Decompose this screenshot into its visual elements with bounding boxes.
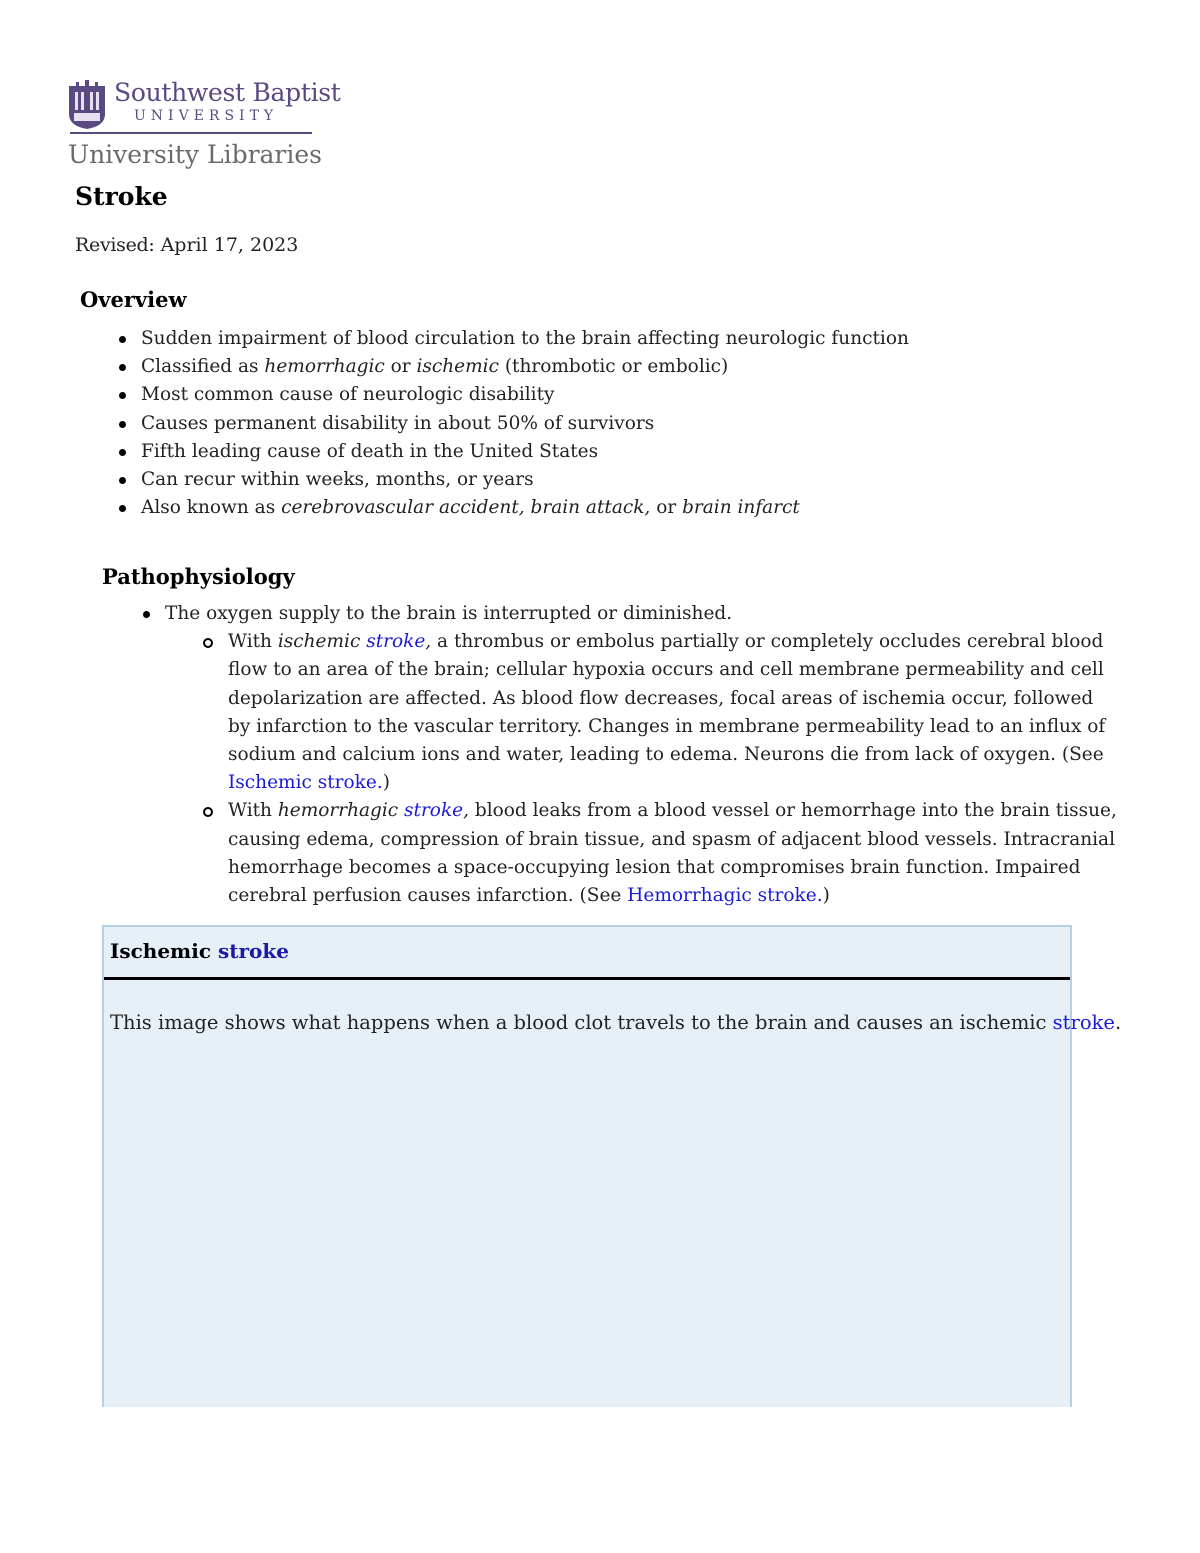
pathophysiology-sublist <box>228 628 1118 910</box>
pathophysiology-heading: Pathophysiology <box>102 564 295 589</box>
list-item: Classified as hemorrhagic or ischemic (thrombotic or embolic) <box>141 353 1141 381</box>
logo-libraries: University Libraries <box>68 140 323 169</box>
overview-heading: Overview <box>80 287 187 312</box>
logo-divider <box>70 132 312 134</box>
list-item: With ischemic stroke, a thrombus or embolus partially or completely occludes cerebral blood flow to an area of the brain; cellular hypoxia occurs and cell membrane permeability and cell depolarization are affected. As blood flow decreases, focal areas of ischemia occur, followed by infarction to the vascular territory. Changes in membrane permeability lead to an influx of sodium and calcium ions and water, leading to edema. Neurons die from lack of oxygen. (See Ischemic stroke.) <box>228 628 1118 797</box>
logo-name: Southwest Baptist <box>114 78 341 107</box>
stroke-link[interactable]: stroke <box>366 631 426 653</box>
ischemic-stroke-link[interactable]: Ischemic stroke. <box>228 772 383 794</box>
revised-label: Revised: <box>75 234 155 256</box>
list-item: Can recur within weeks, months, or years <box>141 466 1141 494</box>
hemorrhagic-stroke-link[interactable]: Hemorrhagic stroke. <box>627 885 823 907</box>
pathophysiology-list <box>165 600 1125 910</box>
figure-title: Ischemic stroke <box>110 939 289 963</box>
figure-header <box>104 927 1070 980</box>
stroke-link[interactable]: stroke <box>1052 1011 1115 1034</box>
stroke-link[interactable]: stroke <box>217 939 289 963</box>
revised-value: April 17, 2023 <box>160 234 299 256</box>
list-item: Also known as cerebrovascular accident, brain attack, or brain infarct <box>141 494 1141 522</box>
stroke-link[interactable]: stroke <box>404 800 464 822</box>
figure-caption: This image shows what happens when a blood clot travels to the brain and causes an ischemic stroke. <box>110 1011 1122 1034</box>
logo-university: UNIVERSITY <box>134 108 279 124</box>
overview-list <box>141 325 1141 522</box>
list-item: The oxygen supply to the brain is interrupted or diminished. With ischemic stroke, a thrombus or embolus partially or completely occludes cerebral blood flow to an area of the brain; cellular hypoxia occurs and cell membrane permeability and cell depolarization are affected. As blood flow decreases, focal areas of ischemia occur, followed by infarction to the vascular territory. Changes in membrane permeability lead to an influx of sodium and calcium ions and water, leading to edema. Neurons die from lack of oxygen. (See Ischemic stroke.) With hemorrhagic stroke, blood leaks from a blood vessel or hemorrhage into the brain tissue, causing edema, compression of brain tissue, and spasm of adjacent blood vessels. Intracranial hemorrhage becomes a space-occupying lesion that compromises brain function. Impaired cerebral perfusion causes infarction. (See Hemorrhagic stroke.) <box>165 600 1125 910</box>
list-item: With hemorrhagic stroke, blood leaks from a blood vessel or hemorrhage into the brain tissue, causing edema, compression of brain tissue, and spasm of adjacent blood vessels. Intracranial hemorrhage becomes a space-occupying lesion that compromises brain function. Impaired cerebral perfusion causes infarction. (See Hemorrhagic stroke.) <box>228 797 1118 910</box>
list-item: Most common cause of neurologic disability <box>141 381 1141 409</box>
page-title: Stroke <box>75 182 168 211</box>
ischemic-stroke-figure <box>102 925 1122 1407</box>
revised-date <box>75 234 298 256</box>
crest-icon <box>68 80 106 130</box>
list-item: Causes permanent disability in about 50% of survivors <box>141 410 1141 438</box>
university-libraries-logo <box>68 78 341 178</box>
list-item: Fifth leading cause of death in the United States <box>141 438 1141 466</box>
list-item: Sudden impairment of blood circulation to the brain affecting neurologic function <box>141 325 1141 353</box>
